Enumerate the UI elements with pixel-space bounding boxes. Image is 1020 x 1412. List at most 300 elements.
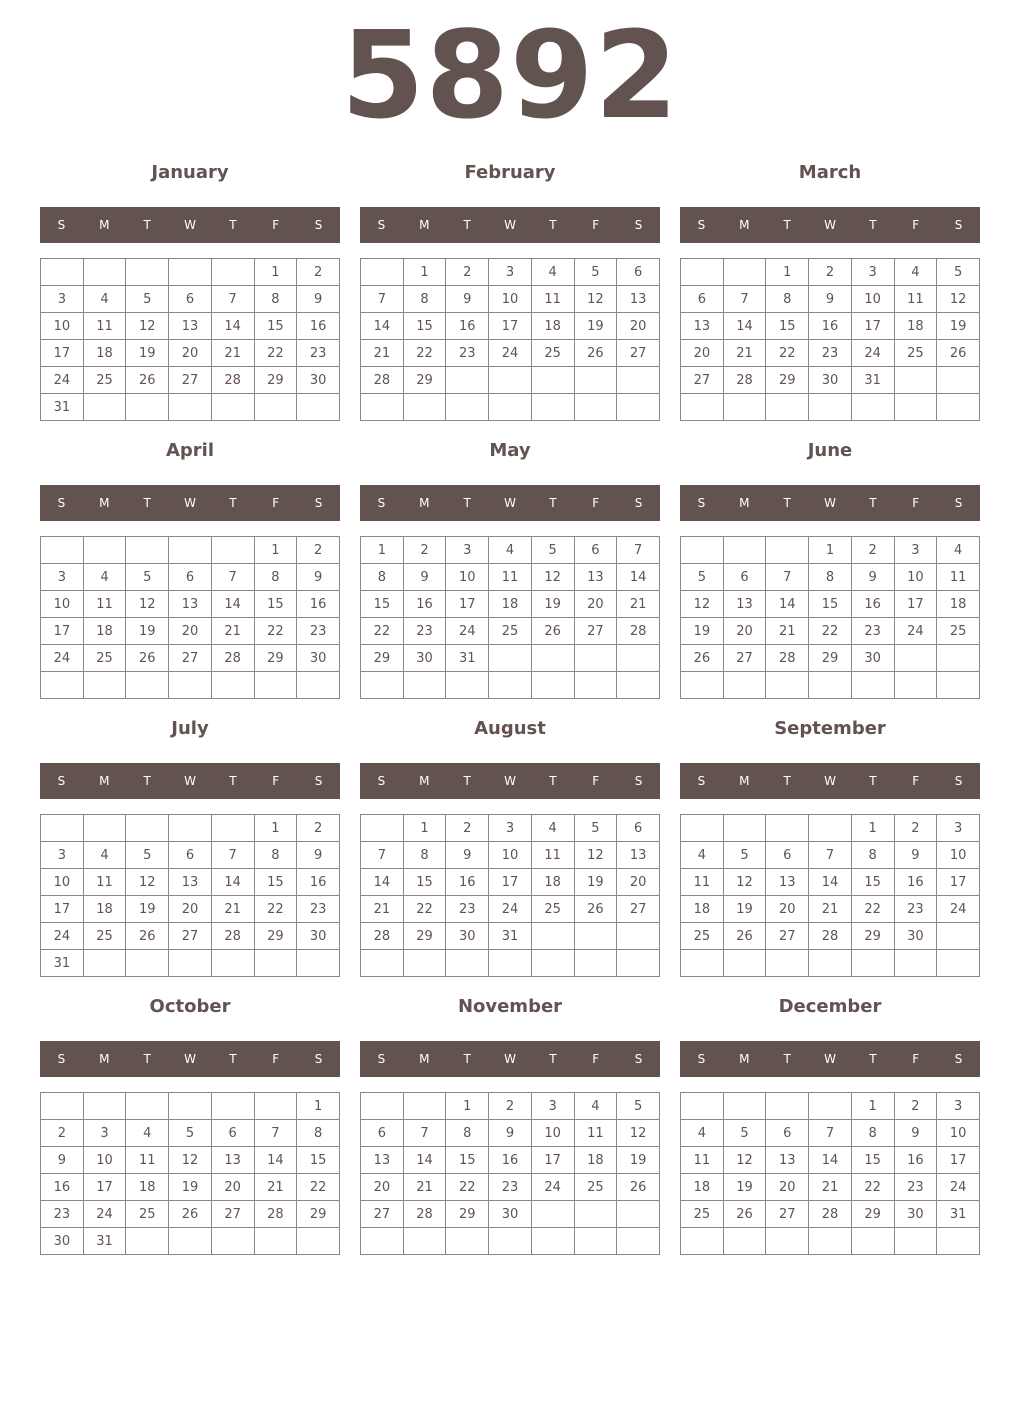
weekday-label: S — [954, 496, 963, 510]
day-cell: 25 — [83, 923, 126, 950]
weekday-label: S — [697, 218, 706, 232]
day-cell — [574, 394, 617, 421]
day-cell: 9 — [851, 564, 894, 591]
weekday-label: S — [954, 774, 963, 788]
day-cell: 20 — [766, 1174, 809, 1201]
day-cell: 8 — [297, 1120, 340, 1147]
day-cell: 26 — [126, 367, 169, 394]
week-row — [41, 259, 340, 286]
day-cell — [681, 950, 724, 977]
week-row — [361, 313, 660, 340]
day-cell — [254, 1228, 297, 1255]
day-cell: 8 — [809, 564, 852, 591]
week-row — [681, 1120, 980, 1147]
day-cell: 27 — [723, 645, 766, 672]
day-cell: 8 — [851, 842, 894, 869]
day-cell — [574, 645, 617, 672]
week-row — [681, 1147, 980, 1174]
day-cell — [489, 950, 532, 977]
week-row — [41, 1120, 340, 1147]
day-cell: 29 — [361, 645, 404, 672]
day-cell: 15 — [361, 591, 404, 618]
day-cell: 3 — [83, 1120, 126, 1147]
day-cell: 27 — [681, 367, 724, 394]
day-cell — [894, 394, 937, 421]
day-cell: 4 — [83, 564, 126, 591]
day-cell — [531, 1201, 574, 1228]
weekday-label: T — [549, 1052, 557, 1066]
weekday-label: F — [272, 218, 280, 232]
day-grid — [360, 1092, 660, 1255]
day-cell — [361, 950, 404, 977]
day-cell: 14 — [809, 869, 852, 896]
week-row — [681, 340, 980, 367]
day-cell: 7 — [809, 1120, 852, 1147]
day-cell: 20 — [723, 618, 766, 645]
weekday-label: S — [57, 218, 66, 232]
week-row — [681, 1201, 980, 1228]
day-cell: 28 — [361, 923, 404, 950]
day-cell: 16 — [446, 869, 489, 896]
day-cell: 15 — [851, 869, 894, 896]
day-cell: 9 — [446, 842, 489, 869]
day-cell — [169, 1093, 212, 1120]
weekday-label: F — [592, 774, 600, 788]
week-row — [681, 591, 980, 618]
day-cell: 17 — [937, 869, 980, 896]
day-cell: 16 — [894, 869, 937, 896]
week-row — [41, 564, 340, 591]
day-cell — [723, 394, 766, 421]
day-cell: 15 — [297, 1147, 340, 1174]
week-row — [41, 869, 340, 896]
weekday-label: T — [869, 774, 877, 788]
weekday-label: T — [783, 218, 791, 232]
weekday-header — [360, 207, 660, 243]
day-cell: 6 — [766, 1120, 809, 1147]
weekday-label: T — [783, 1052, 791, 1066]
weekday-label: F — [592, 496, 600, 510]
day-cell: 25 — [531, 340, 574, 367]
day-cell: 13 — [617, 286, 660, 313]
day-cell: 6 — [766, 842, 809, 869]
week-row — [41, 340, 340, 367]
day-cell: 1 — [254, 815, 297, 842]
day-cell: 17 — [851, 313, 894, 340]
day-cell: 21 — [723, 340, 766, 367]
day-cell: 10 — [41, 869, 84, 896]
day-cell: 20 — [617, 313, 660, 340]
day-cell: 20 — [766, 896, 809, 923]
day-cell: 23 — [446, 340, 489, 367]
day-cell: 27 — [169, 645, 212, 672]
day-cell: 12 — [937, 286, 980, 313]
weekday-label: W — [184, 496, 196, 510]
day-cell: 7 — [723, 286, 766, 313]
day-cell: 12 — [531, 564, 574, 591]
week-row — [681, 842, 980, 869]
day-cell: 13 — [766, 869, 809, 896]
day-cell — [83, 950, 126, 977]
weekday-label: W — [504, 496, 516, 510]
day-cell: 20 — [169, 340, 212, 367]
month-name: January — [151, 162, 229, 183]
day-cell — [574, 672, 617, 699]
day-cell — [531, 1228, 574, 1255]
day-cell: 22 — [403, 896, 446, 923]
weekday-label: T — [229, 218, 237, 232]
day-cell: 5 — [574, 259, 617, 286]
day-cell: 26 — [617, 1174, 660, 1201]
weekday-label: T — [229, 496, 237, 510]
day-cell — [723, 1093, 766, 1120]
day-cell: 10 — [489, 842, 532, 869]
weekday-label: M — [99, 218, 110, 232]
day-cell — [851, 672, 894, 699]
month-name: July — [171, 718, 209, 739]
day-cell — [83, 259, 126, 286]
day-cell — [681, 815, 724, 842]
day-cell — [937, 672, 980, 699]
day-cell: 27 — [211, 1201, 254, 1228]
day-cell — [681, 1228, 724, 1255]
day-cell: 19 — [937, 313, 980, 340]
day-cell: 23 — [297, 340, 340, 367]
week-row — [41, 313, 340, 340]
day-cell — [169, 1228, 212, 1255]
day-cell: 2 — [894, 1093, 937, 1120]
day-cell: 3 — [851, 259, 894, 286]
day-cell — [41, 815, 84, 842]
day-cell — [723, 672, 766, 699]
day-cell: 24 — [446, 618, 489, 645]
day-cell: 8 — [403, 842, 446, 869]
day-cell: 18 — [83, 618, 126, 645]
weekday-label: F — [272, 774, 280, 788]
day-cell: 14 — [617, 564, 660, 591]
day-cell: 13 — [723, 591, 766, 618]
day-cell: 9 — [489, 1120, 532, 1147]
day-cell: 31 — [83, 1228, 126, 1255]
day-cell — [574, 1228, 617, 1255]
day-cell — [169, 672, 212, 699]
day-cell: 16 — [446, 313, 489, 340]
week-row — [681, 286, 980, 313]
day-cell: 10 — [41, 591, 84, 618]
day-cell: 5 — [126, 564, 169, 591]
day-cell: 20 — [211, 1174, 254, 1201]
weekday-label: T — [143, 1052, 151, 1066]
weekday-label: T — [869, 218, 877, 232]
weekday-label: T — [463, 218, 471, 232]
day-cell — [937, 923, 980, 950]
day-cell — [126, 1228, 169, 1255]
weekday-header — [680, 763, 980, 799]
day-cell: 14 — [809, 1147, 852, 1174]
day-cell — [169, 950, 212, 977]
week-row — [41, 923, 340, 950]
day-cell — [41, 672, 84, 699]
day-cell — [83, 1093, 126, 1120]
day-cell: 26 — [531, 618, 574, 645]
weekday-label: S — [697, 774, 706, 788]
day-cell: 31 — [489, 923, 532, 950]
day-cell — [937, 950, 980, 977]
day-cell — [169, 537, 212, 564]
day-cell: 6 — [169, 564, 212, 591]
weekday-label: S — [634, 496, 643, 510]
day-cell — [126, 1093, 169, 1120]
weekday-label: S — [377, 496, 386, 510]
week-row — [41, 1147, 340, 1174]
weekday-label: F — [912, 774, 920, 788]
week-row — [41, 1201, 340, 1228]
day-cell: 19 — [574, 313, 617, 340]
day-cell: 5 — [169, 1120, 212, 1147]
day-cell: 26 — [126, 923, 169, 950]
day-cell: 1 — [446, 1093, 489, 1120]
day-cell — [851, 950, 894, 977]
month-name: May — [489, 440, 531, 461]
day-cell: 21 — [809, 1174, 852, 1201]
day-cell: 21 — [211, 340, 254, 367]
day-cell — [169, 394, 212, 421]
day-cell — [211, 815, 254, 842]
day-cell — [83, 537, 126, 564]
day-cell: 19 — [126, 618, 169, 645]
day-cell — [403, 672, 446, 699]
day-cell: 24 — [937, 896, 980, 923]
day-cell — [574, 950, 617, 977]
week-row — [361, 923, 660, 950]
day-cell — [446, 394, 489, 421]
day-cell: 24 — [489, 340, 532, 367]
day-cell — [681, 1093, 724, 1120]
weekday-label: S — [57, 496, 66, 510]
weekday-label: S — [954, 1052, 963, 1066]
day-cell — [446, 367, 489, 394]
weekday-label: F — [272, 1052, 280, 1066]
week-row — [681, 645, 980, 672]
day-cell: 8 — [766, 286, 809, 313]
day-cell: 22 — [809, 618, 852, 645]
day-cell: 30 — [894, 1201, 937, 1228]
weekday-header — [360, 763, 660, 799]
week-row — [361, 1174, 660, 1201]
day-cell: 17 — [489, 313, 532, 340]
day-cell: 9 — [894, 1120, 937, 1147]
week-row — [41, 394, 340, 421]
day-cell — [211, 537, 254, 564]
day-cell: 12 — [681, 591, 724, 618]
day-cell: 17 — [83, 1174, 126, 1201]
day-cell: 25 — [894, 340, 937, 367]
day-cell: 9 — [809, 286, 852, 313]
day-cell: 15 — [809, 591, 852, 618]
week-row — [361, 869, 660, 896]
day-cell: 9 — [446, 286, 489, 313]
weekday-header — [40, 485, 340, 521]
day-cell — [723, 259, 766, 286]
week-row — [361, 618, 660, 645]
weekday-label: W — [504, 218, 516, 232]
day-cell: 2 — [489, 1093, 532, 1120]
day-cell: 30 — [894, 923, 937, 950]
day-cell — [169, 259, 212, 286]
weekday-label: W — [824, 774, 836, 788]
day-cell — [489, 672, 532, 699]
day-cell: 7 — [403, 1120, 446, 1147]
week-row — [361, 564, 660, 591]
month-name: September — [774, 718, 886, 739]
day-cell: 10 — [937, 842, 980, 869]
day-cell: 22 — [851, 896, 894, 923]
day-cell: 8 — [254, 842, 297, 869]
day-cell: 14 — [403, 1147, 446, 1174]
week-row — [681, 259, 980, 286]
month-name: October — [149, 996, 231, 1017]
day-cell: 2 — [297, 259, 340, 286]
day-cell: 31 — [41, 950, 84, 977]
day-cell: 14 — [254, 1147, 297, 1174]
day-cell: 25 — [937, 618, 980, 645]
day-cell: 22 — [403, 340, 446, 367]
day-cell: 22 — [254, 340, 297, 367]
day-cell: 24 — [83, 1201, 126, 1228]
day-cell: 5 — [126, 286, 169, 313]
day-cell: 30 — [297, 923, 340, 950]
day-cell: 26 — [723, 923, 766, 950]
day-cell: 28 — [211, 923, 254, 950]
month-name: June — [807, 440, 853, 461]
day-cell — [297, 394, 340, 421]
weekday-header — [680, 207, 980, 243]
day-cell: 15 — [254, 313, 297, 340]
day-cell — [361, 815, 404, 842]
day-cell — [937, 367, 980, 394]
day-cell — [574, 1201, 617, 1228]
day-cell — [126, 394, 169, 421]
day-cell: 30 — [446, 923, 489, 950]
weekday-label: S — [377, 774, 386, 788]
day-cell: 2 — [894, 815, 937, 842]
day-cell — [403, 1228, 446, 1255]
day-cell: 13 — [169, 313, 212, 340]
day-cell: 15 — [254, 869, 297, 896]
day-cell: 13 — [169, 591, 212, 618]
week-row — [41, 618, 340, 645]
day-cell: 10 — [83, 1147, 126, 1174]
day-cell: 17 — [41, 896, 84, 923]
day-cell: 2 — [41, 1120, 84, 1147]
day-cell: 29 — [446, 1201, 489, 1228]
day-cell: 15 — [446, 1147, 489, 1174]
week-row — [681, 564, 980, 591]
day-cell — [723, 950, 766, 977]
day-cell — [617, 923, 660, 950]
day-cell: 28 — [403, 1201, 446, 1228]
day-cell — [574, 923, 617, 950]
day-cell: 16 — [851, 591, 894, 618]
day-cell: 8 — [254, 564, 297, 591]
weekday-label: F — [912, 218, 920, 232]
day-cell — [809, 815, 852, 842]
weekday-header — [680, 485, 980, 521]
weekday-label: M — [99, 774, 110, 788]
week-row — [361, 1147, 660, 1174]
day-cell: 29 — [403, 367, 446, 394]
day-cell: 10 — [41, 313, 84, 340]
day-cell: 18 — [894, 313, 937, 340]
day-cell — [851, 394, 894, 421]
weekday-label: F — [912, 1052, 920, 1066]
weekday-label: M — [419, 774, 430, 788]
day-cell: 6 — [169, 842, 212, 869]
day-cell — [894, 367, 937, 394]
weekday-label: M — [739, 496, 750, 510]
day-cell: 22 — [254, 896, 297, 923]
day-cell: 18 — [574, 1147, 617, 1174]
weekday-label: W — [184, 774, 196, 788]
day-cell: 18 — [681, 896, 724, 923]
day-cell: 4 — [83, 842, 126, 869]
day-cell: 8 — [361, 564, 404, 591]
day-cell: 26 — [574, 340, 617, 367]
day-grid — [360, 536, 660, 699]
day-cell: 22 — [297, 1174, 340, 1201]
day-cell: 30 — [489, 1201, 532, 1228]
day-cell: 26 — [937, 340, 980, 367]
day-cell: 12 — [126, 869, 169, 896]
weekday-label: W — [824, 496, 836, 510]
day-cell — [617, 1228, 660, 1255]
day-cell — [766, 537, 809, 564]
day-cell: 11 — [531, 286, 574, 313]
day-cell: 15 — [851, 1147, 894, 1174]
day-cell — [809, 1228, 852, 1255]
weekday-label: S — [634, 1052, 643, 1066]
day-cell: 11 — [681, 869, 724, 896]
day-cell: 21 — [403, 1174, 446, 1201]
week-row — [41, 537, 340, 564]
weekday-label: M — [739, 774, 750, 788]
week-row — [681, 537, 980, 564]
weekday-label: M — [419, 218, 430, 232]
day-cell: 14 — [211, 869, 254, 896]
day-cell — [894, 950, 937, 977]
day-cell: 17 — [446, 591, 489, 618]
day-cell — [254, 1093, 297, 1120]
day-cell — [361, 1093, 404, 1120]
day-cell: 28 — [809, 1201, 852, 1228]
day-cell: 19 — [617, 1147, 660, 1174]
day-cell: 23 — [894, 896, 937, 923]
day-cell: 30 — [851, 645, 894, 672]
day-cell — [361, 259, 404, 286]
day-cell — [254, 672, 297, 699]
day-cell: 25 — [83, 367, 126, 394]
day-cell: 5 — [681, 564, 724, 591]
day-cell: 6 — [361, 1120, 404, 1147]
week-row — [41, 591, 340, 618]
day-cell: 6 — [681, 286, 724, 313]
day-cell — [617, 645, 660, 672]
day-cell: 19 — [681, 618, 724, 645]
day-cell: 22 — [254, 618, 297, 645]
day-cell: 23 — [297, 618, 340, 645]
day-cell — [126, 259, 169, 286]
day-cell: 4 — [574, 1093, 617, 1120]
